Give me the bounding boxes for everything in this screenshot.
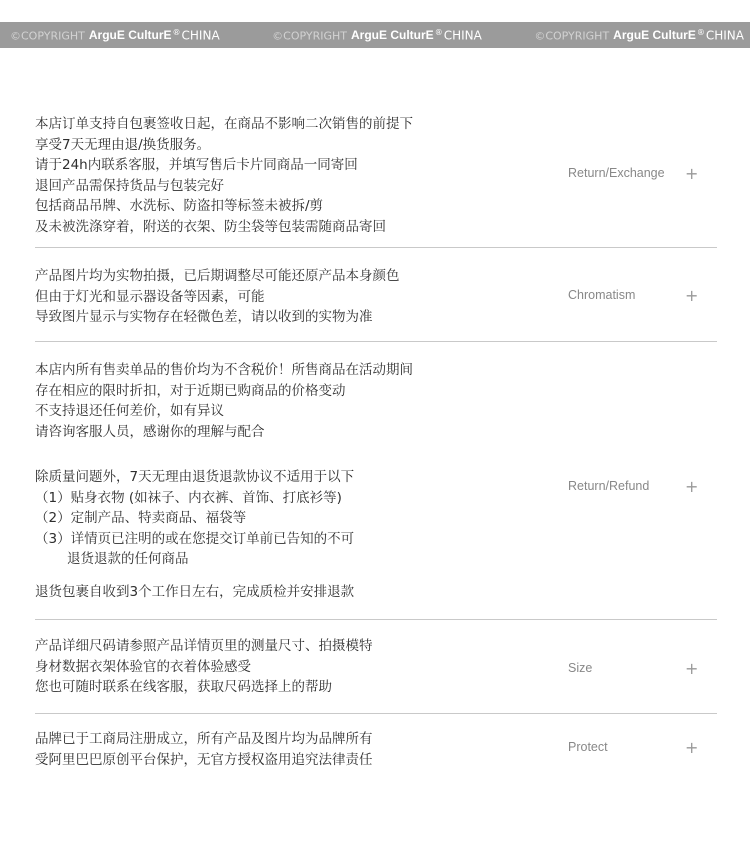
expand-plus-icon[interactable]: + (685, 286, 699, 305)
protect-text (35, 729, 373, 770)
text-line: 受阿里巴巴原创平台保护，无官方授权盗用追究法律责任 (35, 751, 373, 768)
text-line: 不支持退还任何差价，如有异议 (35, 403, 224, 419)
section-divider (35, 713, 717, 714)
copyright-text: ©COPYRIGHT (10, 29, 85, 43)
text-line: 包括商品吊牌、水洗标、防盗扣等标签未被拆/剪 (35, 198, 324, 214)
text-line: 享受7天无理由退/换货服务。 (35, 136, 211, 153)
expand-plus-icon[interactable]: + (685, 659, 699, 678)
text-line: 但由于灯光和显示器设备等因素，可能 (35, 288, 265, 305)
registered-mark: ® (696, 27, 705, 37)
text-line: （3）详情页已注明的或在您提交订单前已告知的不可 (35, 530, 355, 547)
protect-label[interactable]: Protect (568, 740, 608, 754)
return-refund-label[interactable]: Return/Refund (568, 479, 650, 493)
text-line: 本店内所有售卖单品的售价均为不含税价！所售商品在活动期间 (35, 362, 413, 378)
section-divider (35, 619, 717, 620)
chromatism-label[interactable]: Chromatism (568, 288, 636, 302)
size-text (35, 636, 373, 698)
text-line: 请咨询客服人员，感谢你的理解与配合 (35, 423, 265, 440)
text-line: 存在相应的限时折扣，对于近期已购商品的价格变动 (35, 382, 346, 399)
copyright-item (10, 28, 220, 43)
copyright-bar (0, 22, 750, 48)
copyright-text: ©COPYRIGHT (272, 29, 348, 43)
registered-mark: ® (434, 27, 443, 37)
section-divider (35, 341, 717, 342)
text-line: 退货退款的任何商品 (67, 551, 189, 567)
text-line: （2）定制产品、特卖商品、福袋等 (35, 510, 247, 526)
brand-name: ArguE CulturE (351, 28, 434, 43)
text-line: 本店订单支持自包裹签收日起，在商品不影响二次销售的前提下 (35, 116, 413, 132)
chromatism-text (35, 266, 400, 328)
text-line: 您也可随时联系在线客服，获取尺码选择上的帮助 (35, 679, 332, 695)
text-line: 身材数据衣架体验官的衣着体验感受 (35, 658, 251, 675)
copyright-item (272, 28, 482, 43)
return-refund-exceptions (35, 467, 354, 570)
expand-plus-icon[interactable]: + (685, 164, 699, 183)
text-line: 产品图片均为实物拍摄，已后期调整尽可能还原产品本身颜色 (35, 268, 400, 284)
expand-plus-icon[interactable]: + (685, 738, 699, 757)
text-line: 退货包裹自收到3个工作日左右，完成质检并安排退款 (35, 584, 355, 600)
country-text: CHINA (443, 28, 482, 43)
return-exchange-label[interactable]: Return/Exchange (568, 166, 665, 180)
country-text: CHINA (705, 28, 744, 43)
text-line: （1）贴身衣物 (如袜子、内衣裤、首饰、打底衫等) (35, 489, 342, 506)
expand-plus-icon[interactable]: + (685, 477, 699, 496)
text-line: 及未被洗涤穿着，附送的衣架、防尘袋等包装需随商品寄回 (35, 218, 386, 235)
text-line: 退回产品需保持货品与包装完好 (35, 177, 224, 194)
return-refund-note (35, 582, 354, 603)
text-line: 导致图片显示与实物存在轻微色差，请以收到的实物为准 (35, 309, 373, 325)
brand-name: ArguE CulturE (88, 28, 172, 43)
text-line: 除质量问题外，7天无理由退货退款协议不适用于以下 (35, 469, 355, 485)
copyright-item (534, 28, 744, 43)
country-text: CHINA (181, 28, 220, 43)
text-line: 品牌已于工商局注册成立，所有产品及图片均为品牌所有 (35, 731, 373, 747)
text-line: 产品详细尺码请参照产品详情页里的测量尺寸、拍摄模特 (35, 638, 373, 654)
copyright-text: ©COPYRIGHT (534, 29, 610, 43)
text-line: 请于24h内联系客服，并填写售后卡片同商品一同寄回 (35, 157, 358, 173)
size-label[interactable]: Size (568, 661, 593, 675)
return-exchange-text (35, 114, 413, 237)
brand-name: ArguE CulturE (613, 28, 696, 43)
section-divider (35, 247, 717, 248)
registered-mark: ® (172, 27, 181, 37)
return-refund-text (35, 360, 413, 442)
